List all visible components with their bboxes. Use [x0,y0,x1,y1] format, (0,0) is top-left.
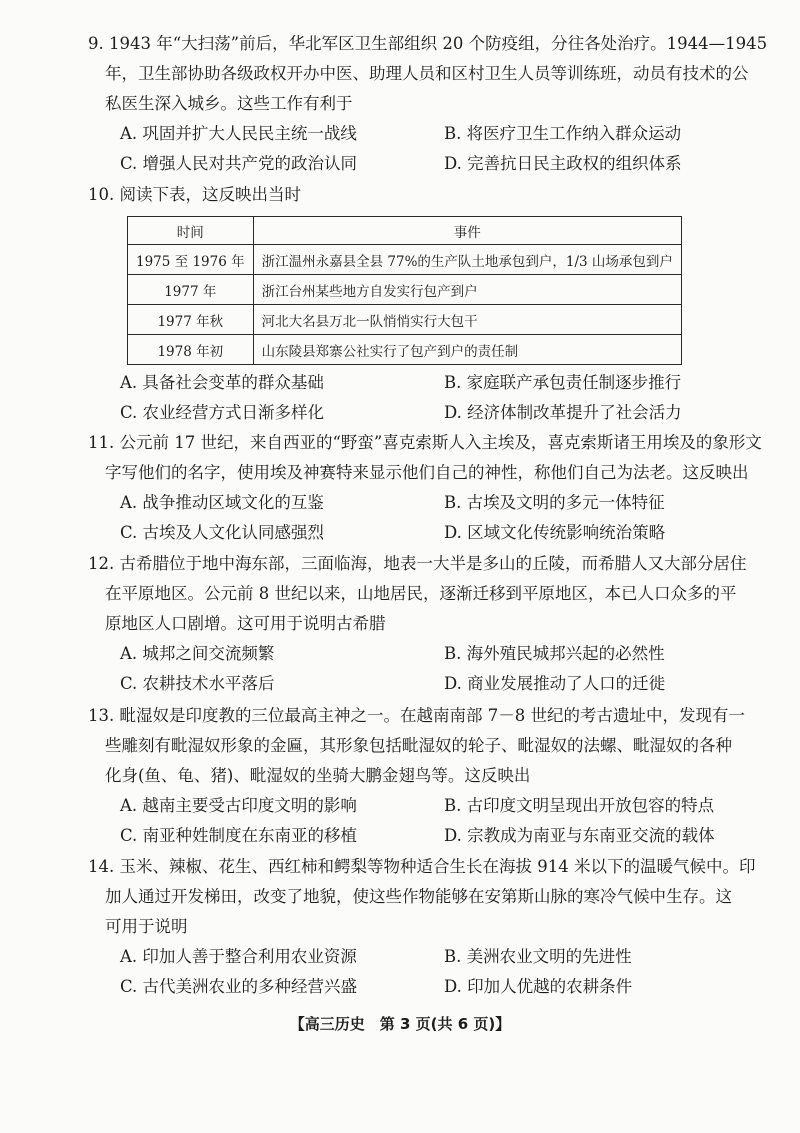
question-12-option-b[interactable]: B. 海外殖民城邦兴起的必然性 [444,644,665,663]
question-12-line-1: 12. 古希腊位于地中海东部，三面临海，地表一大半是多山的丘陵，而希腊人又大部分居住 [88,554,747,573]
question-13-option-b[interactable]: B. 古印度文明呈现出开放包容的特点 [444,796,715,815]
question-12-option-c[interactable]: C. 农耕技术水平落后 [120,674,275,693]
table-row [128,275,682,305]
question-13-line-1: 13. 毗湿奴是印度教的三位最高主神之一。在越南南部 7－8 世纪的考古遗址中，发现有一 [88,706,745,725]
question-9-line-2: 年，卫生部协助各级政权开办中医、助理人员和区村卫生人员等训练班，动员有技术的公 [105,64,749,83]
question-14-line-3: 可用于说明 [105,917,188,936]
question-13-option-c[interactable]: C. 南亚种姓制度在东南亚的移植 [120,826,358,845]
table-header-time: 时间 [128,217,254,245]
table-header-row [128,217,682,245]
question-14-option-c[interactable]: C. 古代美洲农业的多种经营兴盛 [120,977,358,996]
question-12-option-a[interactable]: A. 城邦之间交流频繁 [120,644,275,663]
question-14-option-a[interactable]: A. 印加人善于整合利用农业资源 [120,947,357,966]
question-12-option-d[interactable]: D. 商业发展推动了人口的迁徙 [444,674,666,693]
question-12-line-3: 原地区人口剧增。这可用于说明古希腊 [105,614,386,633]
table-row [128,245,682,275]
table-cell-time: 1978 年初 [128,335,254,365]
table-cell-time: 1975 至 1976 年 [128,245,254,275]
question-12-line-2: 在平原地区。公元前 8 世纪以来，山地居民，逐渐迁移到平原地区，本已人口众多的平 [105,584,737,603]
question-13-line-2: 些雕刻有毗湿奴形象的金匾，其形象包括毗湿奴的轮子、毗湿奴的法螺、毗湿奴的各种 [105,736,732,755]
table-cell-time: 1977 年秋 [128,305,254,335]
events-table [127,216,682,365]
question-13-line-3: 化身(鱼、龟、猪)、毗湿奴的坐骑大鹏金翅鸟等。这反映出 [105,766,531,785]
question-9-line-1: 9. 1943 年“大扫荡”前后，华北军区卫生部组织 20 个防疫组，分往各处治疗。1944—1945 [88,34,768,53]
table-row [128,305,682,335]
table-row [128,335,682,365]
table-cell-event: 河北大名县万北一队悄悄实行大包干 [253,305,681,335]
question-10-option-a[interactable]: A. 具备社会变革的群众基础 [120,373,324,392]
question-11-line-2: 字写他们的名字，使用埃及神赛特来显示他们自己的神性，称他们自己为法老。这反映出 [105,463,749,482]
question-14-line-1: 14. 玉米、辣椒、花生、西红柿和鳄梨等物种适合生长在海拔 914 米以下的温暖气候中。印 [88,857,756,876]
question-10-option-c[interactable]: C. 农业经营方式日渐多样化 [120,403,325,422]
question-9-option-a[interactable]: A. 巩固并扩大人民民主统一战线 [120,124,357,143]
question-11-line-1: 11. 公元前 17 世纪，来自西亚的“野蛮”喜克索斯人入主埃及，喜克索斯诸王用埃及的象形文 [88,433,762,452]
table-header-event: 事件 [253,217,681,245]
question-13-option-d[interactable]: D. 宗教成为南亚与东南亚交流的载体 [444,826,715,845]
question-14-option-b[interactable]: B. 美洲农业文明的先进性 [444,947,632,966]
question-11-option-c[interactable]: C. 古埃及人文化认同感强烈 [120,523,325,542]
question-13-option-a[interactable]: A. 越南主要受古印度文明的影响 [120,796,357,815]
table-cell-event: 浙江台州某些地方自发实行包产到户 [253,275,681,305]
question-11-option-b[interactable]: B. 古埃及文明的多元一体特征 [444,493,665,512]
table-cell-event: 山东陵县郑寨公社实行了包产到户的责任制 [253,335,681,365]
question-9-option-c[interactable]: C. 增强人民对共产党的政治认同 [120,154,358,173]
question-9-line-3: 私医生深入城乡。这些工作有利于 [105,94,353,113]
question-11-option-a[interactable]: A. 战争推动区域文化的互鉴 [120,493,324,512]
page-footer: 【高三历史 第 3 页(共 6 页)】 [289,1015,511,1033]
question-10-option-b[interactable]: B. 家庭联产承包责任制逐步推行 [444,373,682,392]
question-10-line-1: 10. 阅读下表，这反映出当时 [88,185,301,204]
question-14-line-2: 加人通过开发梯田，改变了地貌，使这些作物能够在安第斯山脉的寒冷气候中生存。这 [105,887,732,906]
question-10-option-d[interactable]: D. 经济体制改革提升了社会活力 [444,403,682,422]
question-11-option-d[interactable]: D. 区域文化传统影响统治策略 [444,523,666,542]
table-cell-time: 1977 年 [128,275,254,305]
question-9-option-d[interactable]: D. 完善抗日民主政权的组织体系 [444,154,682,173]
table-cell-event: 浙江温州永嘉县全县 77%的生产队土地承包到户，1/3 山场承包到户 [253,245,681,275]
question-14-option-d[interactable]: D. 印加人优越的农耕条件 [444,977,633,996]
question-9-option-b[interactable]: B. 将医疗卫生工作纳入群众运动 [444,124,682,143]
